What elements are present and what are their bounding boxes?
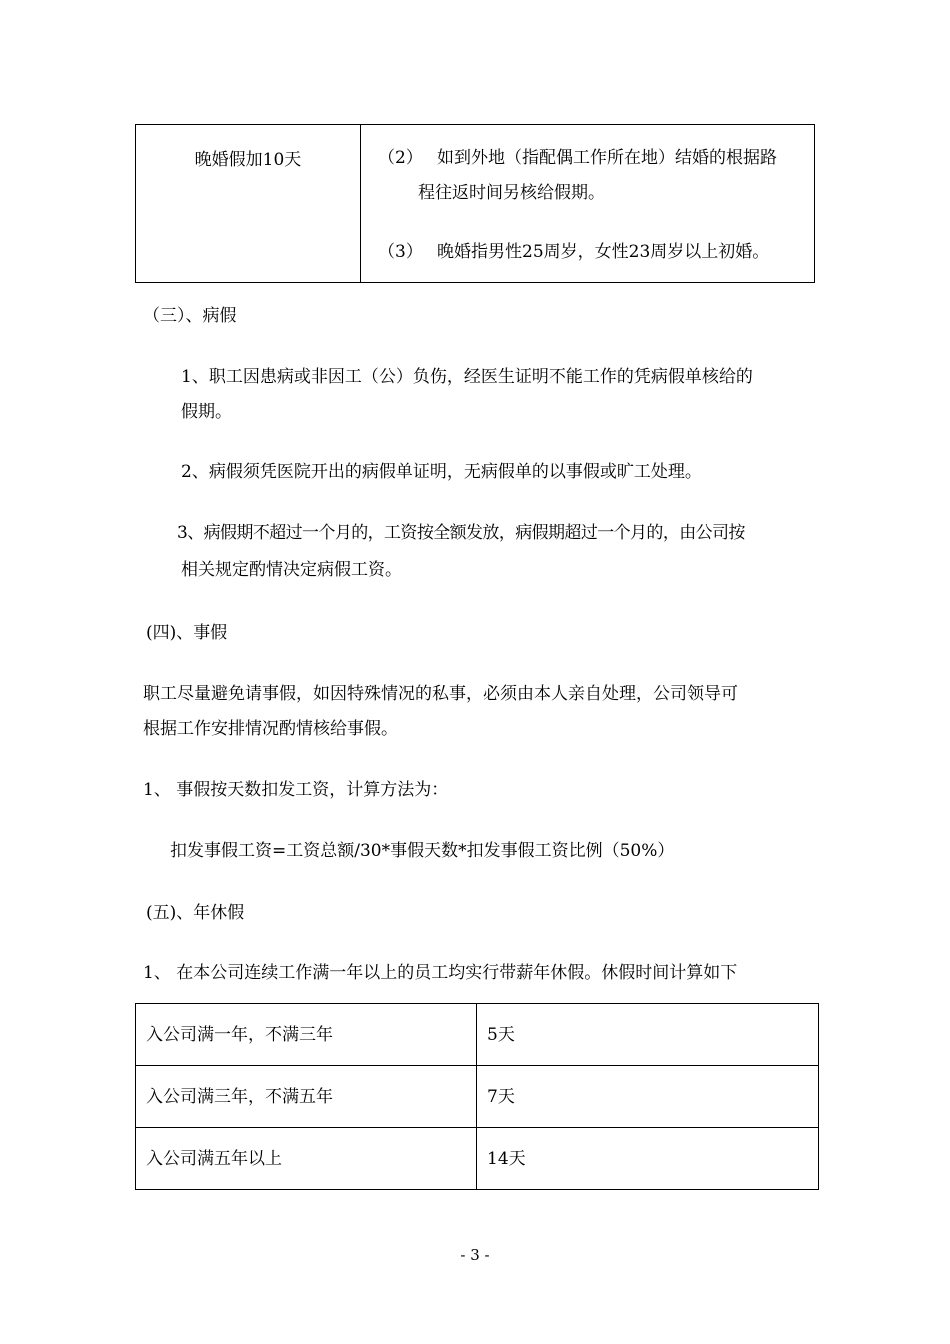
annual-leave-item1: 1、 在本公司连续工作满一年以上的员工均实行带薪年休假。休假时间计算如下 [143,963,738,983]
personal-leave-formula: 扣发事假工资=工资总额/30*事假天数*扣发事假工资比例（50%） [170,841,675,861]
item3-number: （3） [378,242,423,262]
annual-leave-table [135,1003,819,1190]
item3-text: 晚婚指男性25周岁，女性23周岁以上初婚。 [437,242,770,262]
table-divider [360,125,361,282]
days-cell: 5天 [477,1004,819,1066]
personal-leave-item1: 1、 事假按天数扣发工资，计算方法为： [143,780,449,800]
item2-number: （2） [378,148,423,168]
table-row [136,1066,819,1128]
sick-leave-heading: （三）、病假 [143,306,237,326]
personal-leave-intro-line2: 根据工作安排情况酌情核给事假。 [143,719,398,739]
condition-cell: 入公司满一年，不满三年 [136,1004,477,1066]
table-row [136,1004,819,1066]
annual-leave-heading: (五)、年休假 [146,903,245,923]
item2-line1: 如到外地（指配偶工作所在地）结婚的根据路 [437,148,777,168]
table-row [136,1128,819,1190]
condition-cell: 入公司满三年，不满五年 [136,1066,477,1128]
sick-leave-p1-line2: 假期。 [181,402,232,422]
sick-leave-p1-line1: 1、职工因患病或非因工（公）负伤，经医生证明不能工作的凭病假单核给的 [181,367,753,387]
days-cell: 7天 [477,1066,819,1128]
item2-line2: 程往返时间另核给假期。 [418,183,605,203]
days-cell: 14天 [477,1128,819,1190]
sick-leave-p3-line1: 3、病假期不超过一个月的，工资按全额发放，病假期超过一个月的，由公司按 [177,523,745,543]
page-number: - 3 - [460,1246,490,1264]
condition-cell: 入公司满五年以上 [136,1128,477,1190]
sick-leave-p2: 2、病假须凭医院开出的病假单证明，无病假单的以事假或旷工处理。 [181,462,702,482]
late-marriage-leave-cell: 晚婚假加10天 [194,150,302,170]
personal-leave-heading: (四)、事假 [146,623,228,643]
sick-leave-p3-line2: 相关规定酌情决定病假工资。 [181,560,402,580]
personal-leave-intro-line1: 职工尽量避免请事假，如因特殊情况的私事，必须由本人亲自处理，公司领导可 [143,684,738,704]
